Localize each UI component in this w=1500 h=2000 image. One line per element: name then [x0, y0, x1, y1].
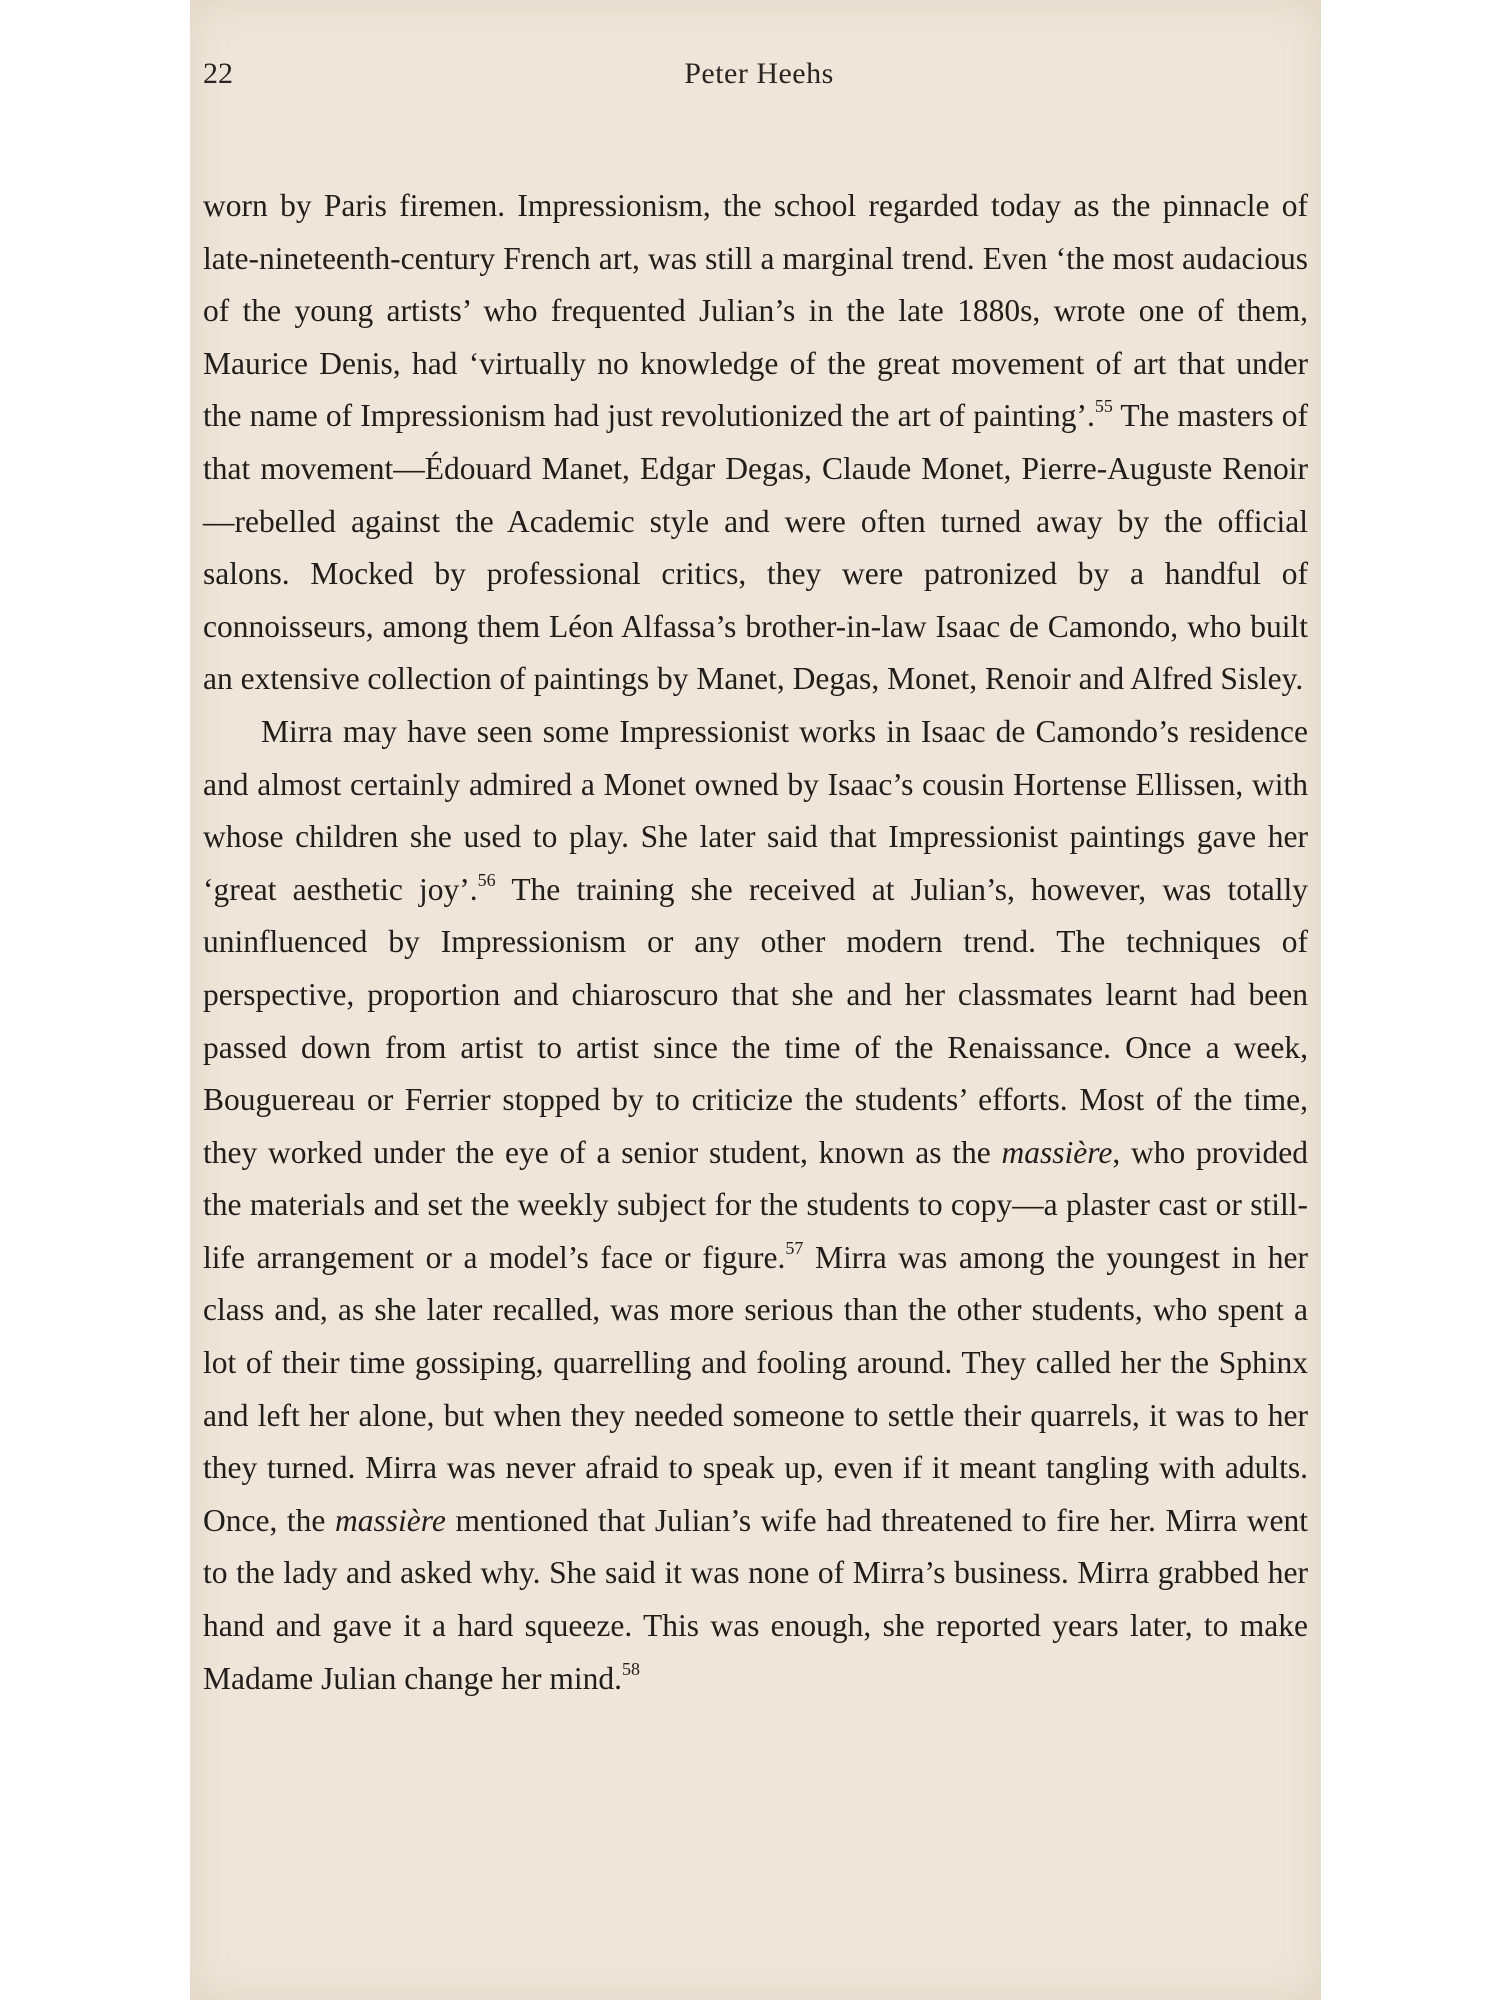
text-run: Mirra was among the youngest in her class and, as she later recalled, was more serious than the other students, who spent a lot of their time gossiping, quarrelling and fooling around. They called her the Sphinx and left her alone, but when they needed someone to settle their quarrels, it was to her they turned. Mirra was never afraid to speak up, even if it meant tangling with adults. Once, the — [203, 1239, 1308, 1538]
footnote-ref-55: 55 — [1094, 396, 1113, 417]
text-run: mentioned that Julian’s wife had threatened to fire her. Mirra went to the lady and asked why. She said it was none of Mirra’s business. Mirra grabbed her hand and gave it a hard squeeze. This was enough, she reported years later, to make Madame Julian change her mind. — [203, 1502, 1308, 1696]
paragraph-1 — [203, 180, 1308, 706]
body-text — [203, 180, 1308, 1705]
text-run: , who provided the materials and set the weekly subject for the students to copy—a plaster cast or still-life arrangement or a model’s face or figure. — [203, 1134, 1308, 1275]
running-header — [203, 52, 1315, 96]
text-run: Mirra may have seen some Impressionist works in Isaac de Camondo’s residence and almost certainly admired a Monet owned by Isaac’s cousin Hortense Ellissen, with whose children she used to play. She later said that Impressionist paintings gave her ‘great aesthetic joy’. — [203, 713, 1308, 907]
italic-term-massiere: massière — [1001, 1134, 1113, 1170]
paragraph-2 — [203, 706, 1308, 1705]
text-run: worn by Paris firemen. Impressionism, the school regarded today as the pinnacle of late-nineteenth-century French art, was still a marginal trend. Even ‘the most audacious of the young artists’ who frequented Julian’s in the late 1880s, wrote one of them, Maurice Denis, had ‘virtually no knowledge of the great movement of art that under the name of Impressionism had just revolutionized the art of painting’. — [203, 188, 1308, 434]
italic-term-massiere: massière — [335, 1502, 446, 1538]
text-run: The masters of that movement—Édouard Manet, Edgar Degas, Claude Monet, Pierre-Auguste Renoir—rebelled against the Academic style and were often turned away by the official salons. Mocked by professional critics, they were patronized by a handful of connoisseurs, among them Léon Alfassa’s brother-in-law Isaac de Camondo, who built an extensive collection of paintings by Manet, Degas, Monet, Renoir and Alfred Sisley. — [203, 398, 1308, 697]
footnote-ref-56: 56 — [477, 869, 496, 890]
running-head-author: Peter Heehs — [684, 57, 834, 90]
footnote-ref-58: 58 — [622, 1658, 640, 1679]
text-run: The training she received at Julian’s, however, was totally uninfluenced by Impressionism or any other modern trend. The techniques of perspective, proportion and chiaroscuro that she and her classmates learnt had been passed down from artist to artist since the time of the Renaissance. Once a week, Bouguereau or Ferrier stopped by to criticize the students’ efforts. Most of the time, they worked under the eye of a senior student, known as the — [203, 871, 1309, 1170]
page-number: 22 — [203, 57, 233, 90]
footnote-ref-57: 57 — [785, 1237, 804, 1258]
